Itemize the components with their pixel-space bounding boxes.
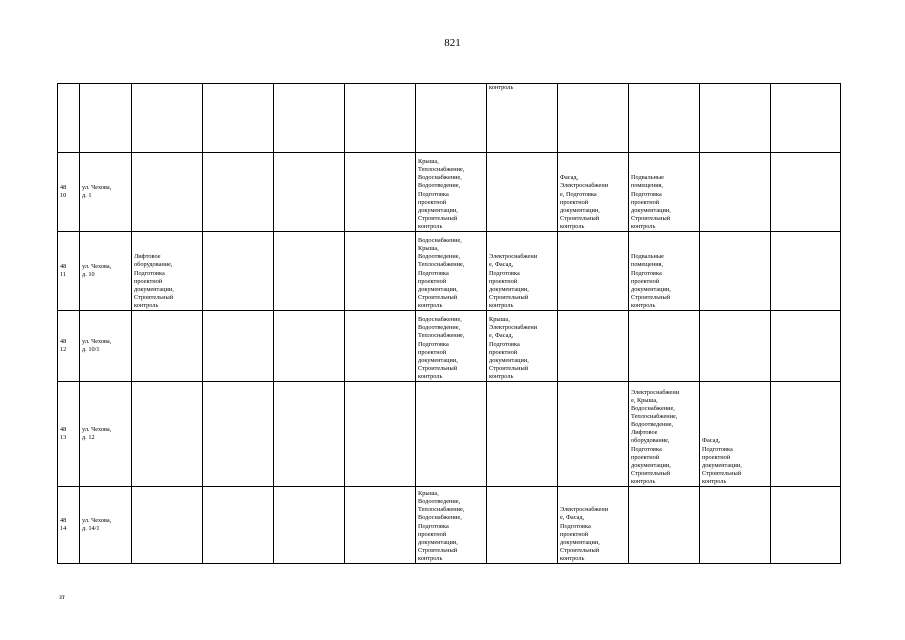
cell — [132, 84, 203, 153]
cell — [203, 487, 274, 564]
address-cell: ул. Чехова, д. 1 — [80, 153, 132, 232]
cell — [274, 84, 345, 153]
cell: Подвальные помещения, Подготовка проектной документации, Строительный контроль — [629, 153, 700, 232]
cell — [345, 153, 416, 232]
cell: Электроснабжени е, Фасад, Подготовка проектной документации, Строительный контроль — [558, 487, 629, 564]
cell: Фасад, Подготовка проектной документации, Строительный контроль — [700, 382, 771, 487]
row-number-cell: 48 13 — [58, 382, 80, 487]
cell — [274, 382, 345, 487]
footer-mark: зт — [59, 593, 65, 601]
table-row — [58, 84, 841, 153]
cell — [132, 311, 203, 382]
cell — [416, 84, 487, 153]
cell: Электроснабжени е, Крыша, Водоснабжение, Теплоснабжение, Водоотведение, Лифтовое оборудование, Подготовка проектной документации, Строительный контроль — [629, 382, 700, 487]
cell — [629, 487, 700, 564]
cell: контроль — [487, 84, 558, 153]
address-cell — [80, 84, 132, 153]
cell: Крыша, Электроснабжени е, Фасад, Подготовка проектной документации, Строительный контроль — [487, 311, 558, 382]
cell — [771, 153, 841, 232]
cell — [629, 84, 700, 153]
cell — [203, 232, 274, 311]
table-row — [58, 487, 841, 564]
cell — [629, 311, 700, 382]
cell: Фасад, Электроснабжени е, Подготовка проектной документации, Строительный контроль — [558, 153, 629, 232]
cell — [203, 153, 274, 232]
cell — [203, 311, 274, 382]
cell — [558, 311, 629, 382]
cell — [274, 487, 345, 564]
cell — [132, 382, 203, 487]
cell — [416, 382, 487, 487]
cell — [771, 311, 841, 382]
cell — [558, 382, 629, 487]
cell — [487, 382, 558, 487]
capital-repair-schedule-table — [57, 83, 841, 564]
cell — [203, 84, 274, 153]
cell — [558, 232, 629, 311]
table-row — [58, 382, 841, 487]
cell — [345, 487, 416, 564]
row-number-cell: 48 14 — [58, 487, 80, 564]
cell — [558, 84, 629, 153]
row-number-cell — [58, 84, 80, 153]
cell — [345, 232, 416, 311]
cell — [700, 84, 771, 153]
cell: Крыша, Теплоснабжение, Водоснабжение, Водоотведение, Подготовка проектной документации, Строительный контроль — [416, 153, 487, 232]
cell — [345, 311, 416, 382]
address-cell: ул. Чехова, д. 14/1 — [80, 487, 132, 564]
cell — [132, 487, 203, 564]
cell: Водоснабжение, Водоотведение, Теплоснабжение, Подготовка проектной документации, Строительный контроль — [416, 311, 487, 382]
page-number: 821 — [444, 37, 461, 49]
cell — [487, 153, 558, 232]
table-row — [58, 311, 841, 382]
row-number-cell: 48 10 — [58, 153, 80, 232]
cell — [700, 153, 771, 232]
cell: Водоснабжение, Крыша, Водоотведение, Теплоснабжение, Подготовка проектной документации, Строительный контроль — [416, 232, 487, 311]
table-row — [58, 232, 841, 311]
cell — [771, 382, 841, 487]
cell — [771, 232, 841, 311]
cell — [274, 153, 345, 232]
cell — [345, 382, 416, 487]
cell — [700, 232, 771, 311]
cell — [274, 232, 345, 311]
cell — [203, 382, 274, 487]
cell: Крыша, Водоотведение, Теплоснабжение, Водоснабжение, Подготовка проектной документации, Строительный контроль — [416, 487, 487, 564]
cell — [132, 153, 203, 232]
cell — [345, 84, 416, 153]
cell — [771, 487, 841, 564]
address-cell: ул. Чехова, д. 12 — [80, 382, 132, 487]
cell: Лифтовое оборудование, Подготовка проектной документации, Строительный контроль — [132, 232, 203, 311]
cell: Подвальные помещения, Подготовка проектной документации, Строительный контроль — [629, 232, 700, 311]
cell — [487, 487, 558, 564]
cell: Электроснабжени е, Фасад, Подготовка проектной документации, Строительный контроль — [487, 232, 558, 311]
address-cell: ул. Чехова, д. 10 — [80, 232, 132, 311]
cell — [771, 84, 841, 153]
cell — [700, 487, 771, 564]
cell — [700, 311, 771, 382]
address-cell: ул. Чехова, д. 10/1 — [80, 311, 132, 382]
table-row — [58, 153, 841, 232]
row-number-cell: 48 12 — [58, 311, 80, 382]
row-number-cell: 48 11 — [58, 232, 80, 311]
cell — [274, 311, 345, 382]
